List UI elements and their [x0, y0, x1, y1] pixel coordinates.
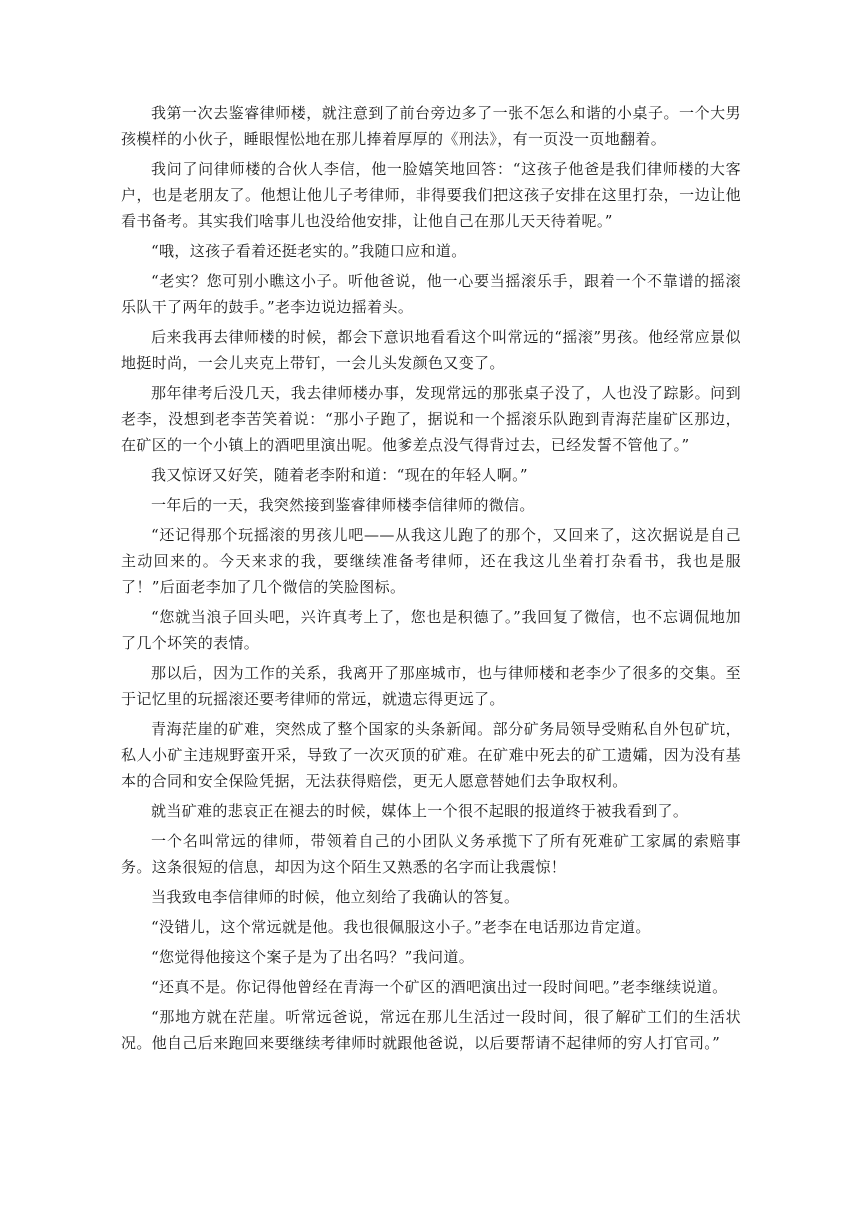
paragraph: “还真不是。你记得他曾经在青海一个矿区的酒吧演出过一段时间吧。”老李继续说道。: [151, 978, 728, 996]
paragraph: “没错儿，这个常远就是他。我也很佩服这小子。”老李在电话那边肯定道。: [151, 918, 651, 936]
paragraph: 那以后，因为工作的关系，我离开了那座城市，也与律师楼和老李少了很多的交集。至于记忆里的玩摇滚还要考律师的常远，就遗忘得更远了。: [121, 664, 741, 708]
paragraph: “您就当浪子回头吧，兴许真考上了，您也是积德了。”我回复了微信，也不忘调侃地加了几个坏笑的表情。: [121, 608, 741, 652]
paragraph: “您觉得他接这个案子是为了出名吗？”我问道。: [151, 948, 475, 966]
paragraph: 我又惊讶又好笑，随着老李附和道：“现在的年轻人啊。”: [151, 466, 528, 484]
paragraph: 后来我再去律师楼的时候，都会下意识地看看这个叫常远的“摇滚”男孩。他经常应景似地挺时尚，一会儿夹克上带钉，一会儿头发颜色又变了。: [121, 328, 741, 372]
paragraph: “哦，这孩子看着还挺老实的。”我随口应和道。: [151, 242, 467, 260]
paragraph: “老实？您可别小瞧这小子。听他爸说，他一心要当摇滚乐手，跟着一个不靠谱的摇滚乐队干了两年的鼓手。”老李边说边摇着头。: [121, 272, 741, 316]
paragraph: 青海茫崖的矿难，突然成了整个国家的头条新闻。部分矿务局领导受贿私自外包矿坑，私人小矿主违规野蛮开采，导致了一次灭顶的矿难。在矿难中死去的矿工遗孀，因为没有基本的合同和安全保险凭据，无法获得赔偿，更无人愿意替她们去争取权利。: [121, 720, 741, 790]
paragraph: 当我致电李信律师的时候，他立刻给了我确认的答复。: [151, 888, 520, 906]
paragraph: 就当矿难的悲哀正在褪去的时候，媒体上一个很不起眼的报道终于被我看到了。: [151, 802, 689, 820]
paragraph: “那地方就在茫崖。听常远爸说，常远在那儿生活过一段时间，很了解矿工们的生活状况。他自己后来跑回来要继续考律师时就跟他爸说，以后要帮请不起律师的穷人打官司。”: [121, 1008, 741, 1052]
paragraph: 一年后的一天，我突然接到鉴睿律师楼李信律师的微信。: [151, 496, 535, 514]
paragraph: 一个名叫常远的律师，带领着自己的小团队义务承揽下了所有死难矿工家属的索赔事务。这条很短的信息，却因为这个陌生又熟悉的名字而让我震惊！: [121, 832, 741, 876]
paragraph: 我问了问律师楼的合伙人李信，他一脸嬉笑地回答：“这孩子他爸是我们律师楼的大客户，也是老朋友了。他想让他儿子考律师，非得要我们把这孩子安排在这里打杂，一边让他看书备考。其实我们啥事儿也没给他安排，让他自己在那儿天天待着呢。”: [121, 160, 741, 230]
paragraph: 那年律考后没几天，我去律师楼办事，发现常远的那张桌子没了，人也没了踪影。问到老李，没想到老李苦笑着说：“那小子跑了，据说和一个摇滚乐队跑到青海茫崖矿区那边，在矿区的一个小镇上的酒吧里演出呢。他爹差点没气得背过去，已经发誓不管他了。”: [121, 384, 741, 454]
article-body: [121, 100, 741, 1060]
paragraph: 我第一次去鉴睿律师楼，就注意到了前台旁边多了一张不怎么和谐的小桌子。一个大男孩模样的小伙子，睡眼惺忪地在那儿捧着厚厚的《刑法》，有一页没一页地翻着。: [121, 104, 741, 148]
paragraph: “还记得那个玩摇滚的男孩儿吧——从我这儿跑了的那个，又回来了，这次据说是自己主动回来的。今天来求的我，要继续准备考律师，还在我这儿坐着打杂看书，我也是服了！”后面老李加了几个微信的笑脸图标。: [121, 526, 741, 596]
